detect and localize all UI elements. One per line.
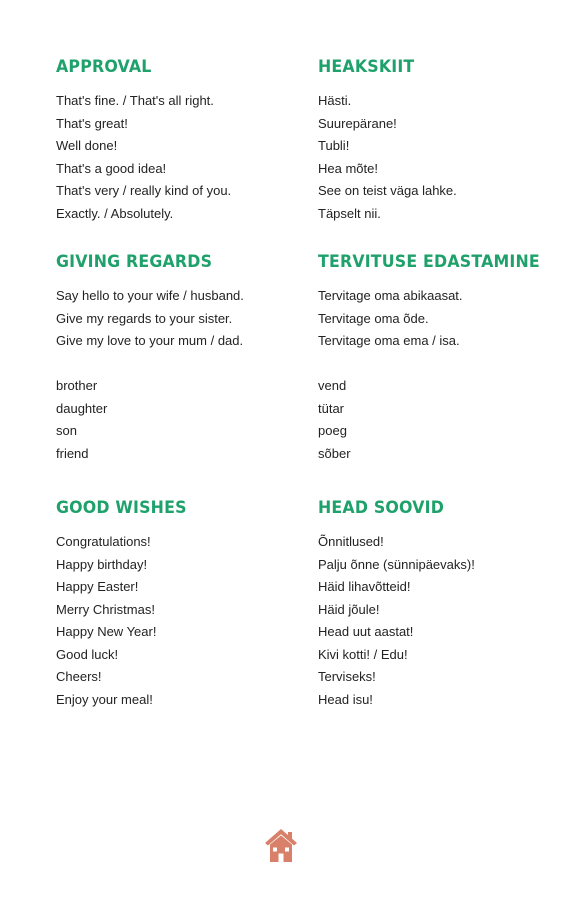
wishes-heading: GOOD WISHES (56, 498, 187, 518)
approval-heading-et: HEAKSKIIT (318, 57, 415, 77)
wishes-section-et (318, 498, 563, 711)
regards-phrases (56, 285, 306, 465)
phrase: Well done! (56, 138, 118, 153)
wishes-section (56, 498, 306, 711)
phrase: That's great! (56, 115, 128, 131)
regards-phrases-et (318, 285, 563, 465)
home-button[interactable] (264, 828, 298, 864)
vocab-word: son (56, 423, 77, 438)
regards-heading: GIVING REGARDS (56, 252, 213, 272)
vocab-word: sõber (318, 445, 351, 461)
wishes-phrases (56, 531, 306, 711)
phrase: Häid lihavõtteid! (318, 579, 411, 594)
wishes-heading-et: HEAD SOOVID (318, 498, 445, 518)
spacer (56, 353, 306, 376)
phrase: See on teist väga lahke. (318, 183, 457, 198)
phrase: Terviseks! (318, 669, 376, 684)
regards-section (56, 252, 306, 465)
phrase: Hea mõte! (318, 160, 378, 176)
phrase: Õnnitlused! (318, 534, 384, 549)
phrase: Enjoy your meal! (56, 691, 153, 707)
phrase: Cheers! (56, 669, 102, 684)
phrase: Give my regards to your sister. (56, 310, 233, 326)
phrase: Head isu! (318, 691, 373, 707)
vocab-word: vend (318, 378, 347, 393)
approval-heading: APPROVAL (56, 57, 152, 77)
approval-phrases-et (318, 90, 563, 225)
wishes-phrases-et (318, 531, 563, 711)
regards-heading-et: TERVITUSE EDASTAMINE (318, 252, 540, 272)
phrase: Tervitage oma õde. (318, 310, 429, 326)
phrase: Tervitage oma abikaasat. (318, 288, 463, 303)
approval-section (56, 57, 306, 225)
approval-phrases (56, 90, 306, 225)
regards-section-et (318, 252, 563, 465)
spacer (318, 353, 563, 376)
vocab-word: friend (56, 445, 89, 461)
phrase: Suurepärane! (318, 115, 397, 131)
phrase: Hästi. (318, 93, 352, 108)
phrase: That's very / really kind of you. (56, 183, 232, 198)
phrase: Head uut aastat! (318, 624, 414, 639)
phrase: Good luck! (56, 646, 119, 662)
vocab-word: brother (56, 378, 98, 393)
vocab-word: daughter (56, 400, 108, 416)
phrase: Congratulations! (56, 534, 151, 549)
vocab-word: poeg (318, 423, 347, 438)
phrase: Happy Easter! (56, 579, 139, 594)
phrase: Kivi kotti! / Edu! (318, 646, 408, 662)
vocab-word: tütar (318, 400, 345, 416)
phrase: Happy New Year! (56, 624, 157, 639)
phrase: Give my love to your mum / dad. (56, 333, 244, 348)
phrase: Happy birthday! (56, 556, 148, 572)
phrase: Palju õnne (sünnipäevaks)! (318, 556, 475, 572)
phrase: Tubli! (318, 138, 350, 153)
phrase: That's fine. / That's all right. (56, 93, 214, 108)
home-icon (264, 828, 298, 864)
phrase: Täpselt nii. (318, 205, 381, 221)
phrase: That's a good idea! (56, 160, 167, 176)
phrase: Häid jõule! (318, 601, 380, 617)
phrase: Say hello to your wife / husband. (56, 288, 244, 303)
phrase: Merry Christmas! (56, 601, 155, 617)
phrase: Exactly. / Absolutely. (56, 205, 174, 221)
approval-section-et (318, 57, 563, 225)
phrase: Tervitage oma ema / isa. (318, 333, 460, 348)
